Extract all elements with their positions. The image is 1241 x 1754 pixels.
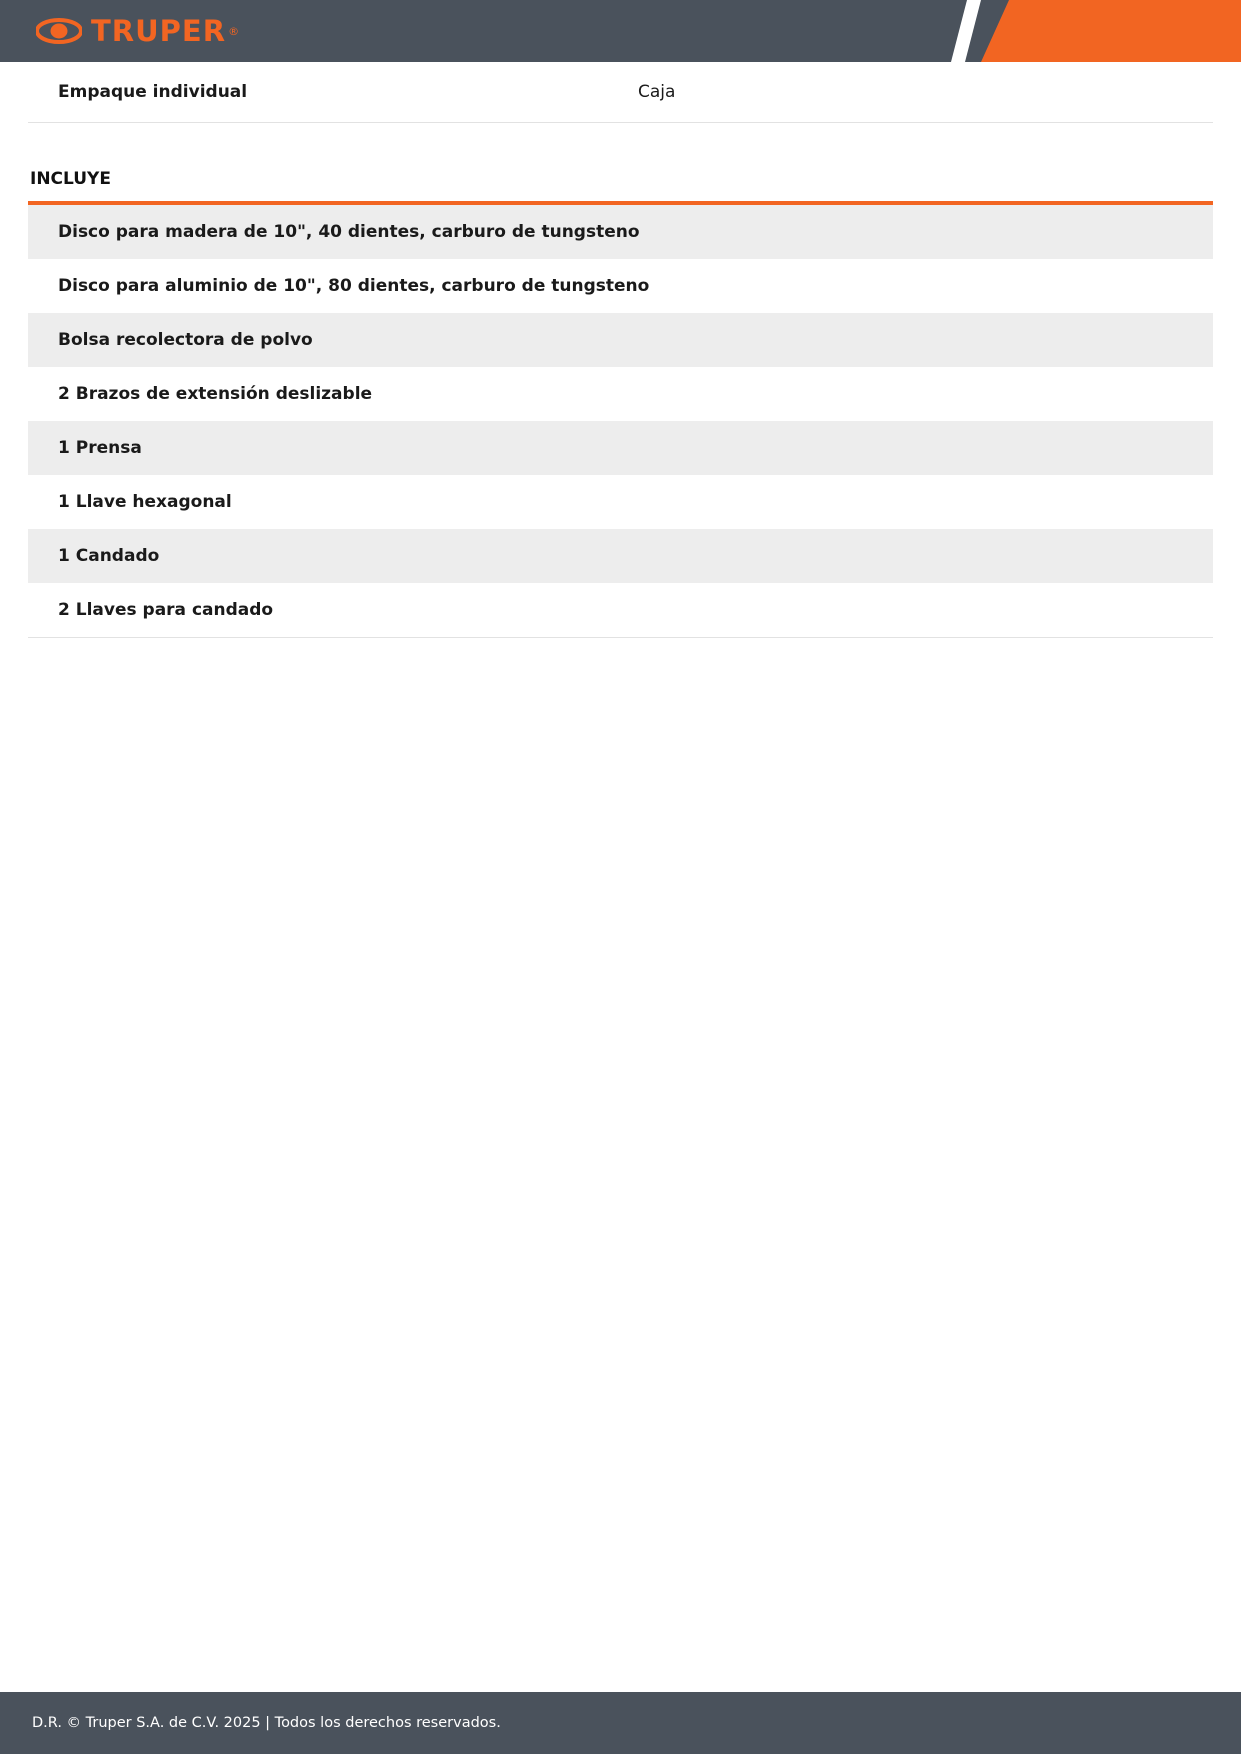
list-item: 1 Llave hexagonal — [28, 475, 1213, 529]
spec-value: Caja — [638, 82, 676, 102]
main-content — [0, 62, 1241, 638]
registered-mark: ® — [228, 24, 240, 38]
truper-logo[interactable] — [36, 12, 239, 50]
list-item: 1 Candado — [28, 529, 1213, 583]
header-orange-accent — [981, 0, 1241, 62]
list-item: 1 Prensa — [28, 421, 1213, 475]
list-item: 2 Brazos de extensión deslizable — [28, 367, 1213, 421]
page-footer — [0, 1692, 1241, 1754]
truper-logo-text: TRUPER — [91, 14, 227, 48]
list-item: Disco para madera de 10", 40 dientes, carburo de tungsteno — [28, 205, 1213, 259]
section-title-incluye: INCLUYE — [30, 169, 111, 189]
includes-list — [28, 205, 1213, 638]
list-item: 2 Llaves para candado — [28, 583, 1213, 638]
list-item: Disco para aluminio de 10", 80 dientes, carburo de tungsteno — [28, 259, 1213, 313]
page-header — [0, 0, 1241, 62]
list-item: Bolsa recolectora de polvo — [28, 313, 1213, 367]
header-diagonal-divider — [951, 0, 981, 62]
spec-label: Empaque individual — [58, 82, 248, 102]
spec-row-empaque-individual — [28, 62, 1213, 123]
truper-eye-icon — [36, 18, 82, 44]
footer-copyright: D.R. © Truper S.A. de C.V. 2025 | Todos los derechos reservados. — [32, 1715, 501, 1731]
